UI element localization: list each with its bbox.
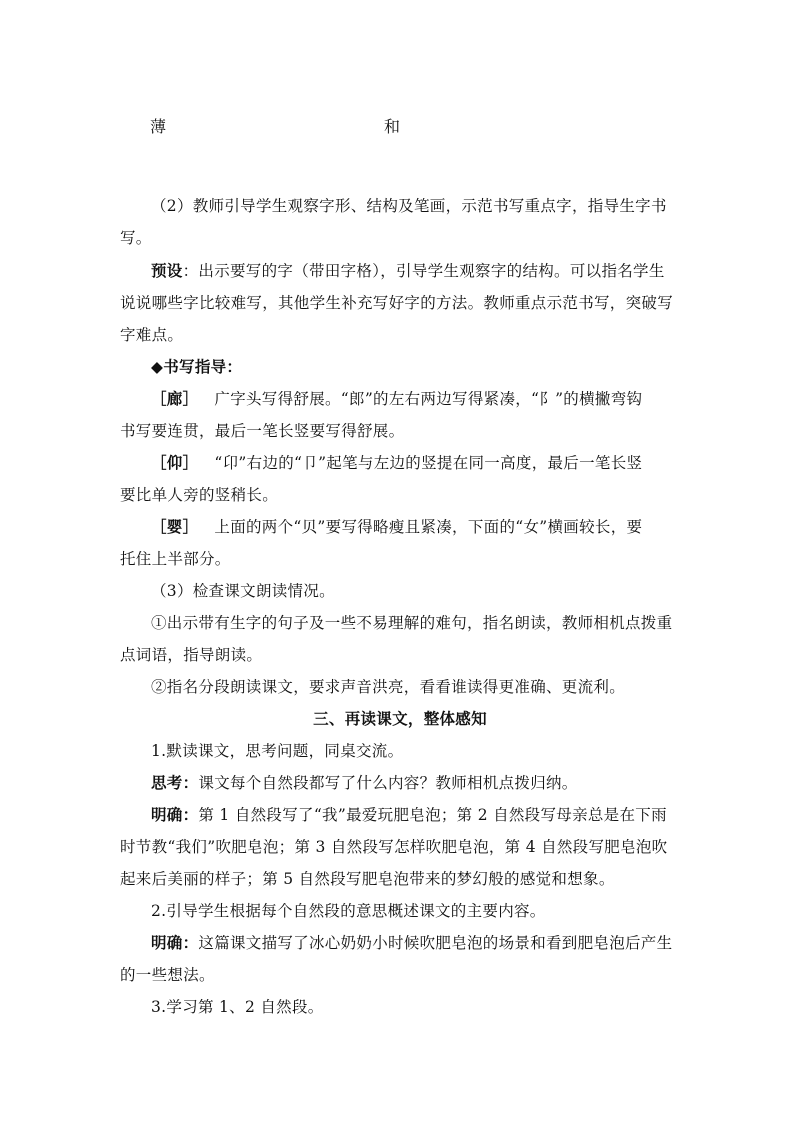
item1-line1: ①出示带有生字的句子及一些不易理解的难句，指名朗读，教师相机点拨重 [151,614,673,632]
step3: （3）检查课文朗读情况。 [151,582,335,600]
guide-lang-tag: ［廊］ [151,389,199,408]
guide-ying-tag: ［婴］ [151,517,199,536]
clarify1-label: 明确： [151,805,199,824]
step2-line2: 写。 [120,229,152,247]
think-line [151,773,680,793]
clarify2-text: 这篇课文描写了冰心奶奶小时候吹肥皂泡的场景和看到肥皂泡后产生 [198,934,673,952]
clarify1-line1 [151,805,680,825]
guide-yang-tag: ［仰］ [151,453,199,472]
guide-ying-text: 上面的两个“贝”要写得略瘦且紧凑，下面的“女”横画较长，要 [214,518,643,536]
guide-ying-line1 [151,517,680,537]
think-text: 课文每个自然段都写了什么内容？教师相机点拨归纳。 [198,774,578,792]
step2-line1: （2）教师引导学生观察字形、结构及笔画，示范书写重点字，指导生字书 [151,197,667,215]
clarify2-label: 明确： [151,933,199,952]
clarify2-line1 [151,933,680,953]
clarify2-line2: 的一些想法。 [120,966,215,984]
s2: 2.引导学生根据每个自然段的意思概述课文的主要内容。 [151,902,546,920]
preset-line1 [151,261,680,281]
guide-lang-line2: 书写要连贯，最后一笔长竖要写得舒展。 [120,422,405,440]
s1: 1.默读课文，思考问题，同桌交流。 [151,742,404,760]
guide-yang-line1 [151,453,680,473]
section3-heading: 三、再读课文，整体感知 [313,709,487,728]
guide-ying-line2: 托住上半部分。 [120,550,231,568]
clarify1-text: 第 1 自然段写了“我”最爱玩肥皂泡；第 2 自然段写母亲总是在下雨 [198,806,667,824]
item2: ②指名分段朗读课文，要求声音洪亮，看看谁读得更准确、更流利。 [151,678,626,696]
char-bao: 薄 [150,117,167,136]
preset-line3: 字难点。 [120,326,184,344]
s3: 3.学习第 1、2 自然段。 [151,998,324,1016]
preset-text: ：出示要写的字（带田字格），引导学生观察字的结构。可以指名学生 [182,262,665,280]
writing-guide-heading: ◆书写指导： [151,357,243,376]
guide-yang-line2: 要比单人旁的竖稍长。 [120,486,279,504]
item1-line2: 点词语，指导朗读。 [120,646,263,664]
clarify1-line2: 时节教“我们”吹肥皂泡；第 3 自然段写怎样吹肥皂泡，第 4 自然段写肥皂泡吹 [120,838,668,856]
guide-lang-text: 广字头写得舒展。“郎”的左右两边写得紧凑，“阝”的横撇弯钩 [214,390,643,408]
char-he: 和 [384,117,401,136]
clarify1-line3: 起来后美丽的样子；第 5 自然段写肥皂泡带来的梦幻般的感觉和想象。 [120,870,615,888]
preset-line2: 说说哪些字比较难写，其他学生补充写好字的方法。教师重点示范书写，突破写 [120,294,674,312]
preset-label: 预设 [151,261,183,280]
think-label: 思考： [151,773,199,792]
guide-yang-text: “卬”右边的“卩”起笔与左边的竖提在同一高度，最后一笔长竖 [214,454,643,472]
guide-lang-line1 [151,389,680,409]
